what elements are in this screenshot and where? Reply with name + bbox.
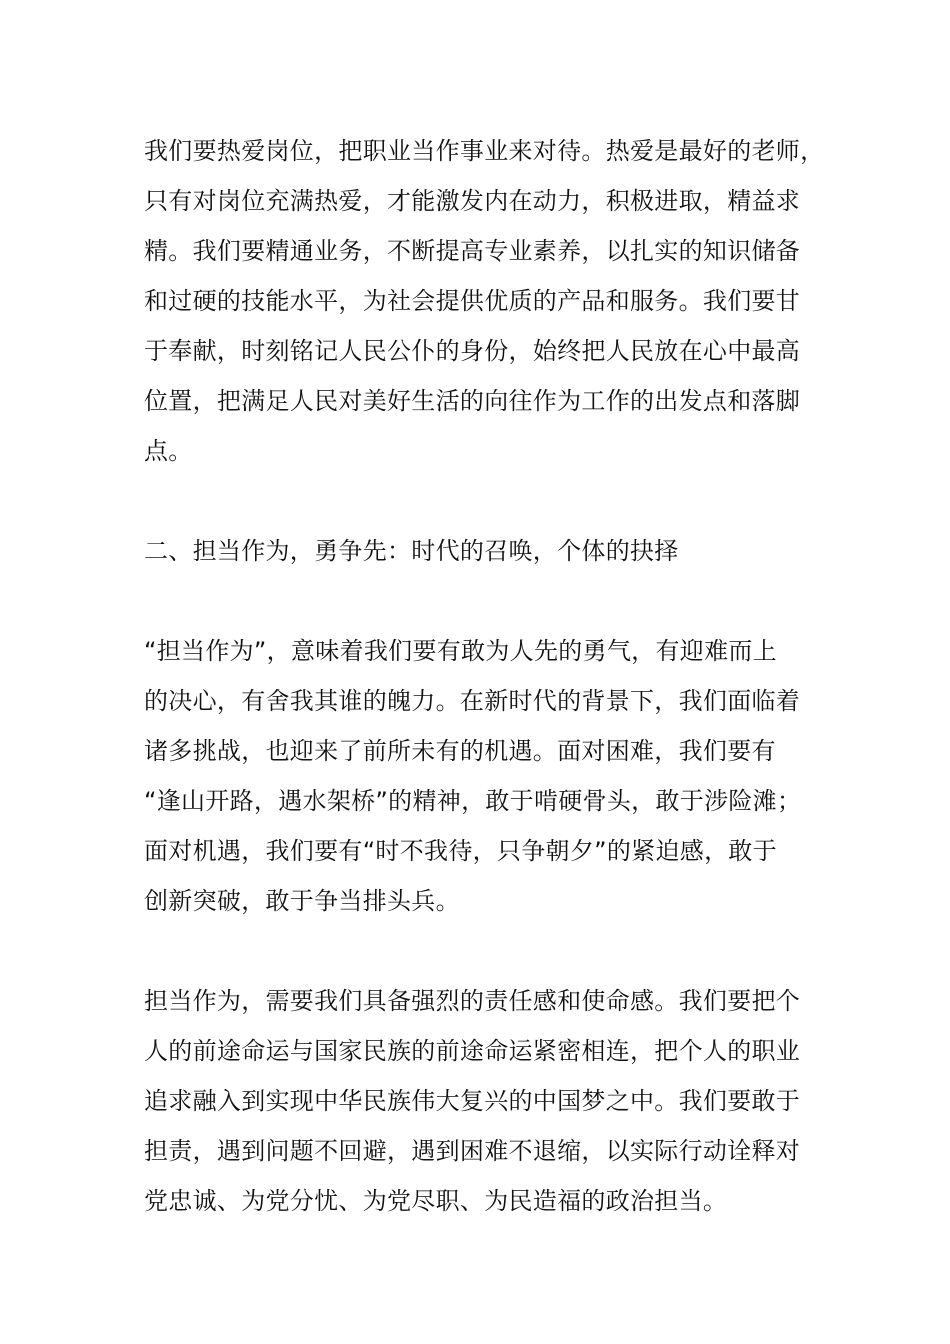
paragraph-mission [144, 976, 844, 1226]
paragraph-spacer [144, 476, 844, 526]
text-line: 面对机遇，我们要有“时不我待，只争朝夕”的紧迫感，敢于 [144, 837, 777, 865]
text-line: 只有对岗位充满热爱，才能激发内在动力，积极进取，精益求 [144, 187, 801, 215]
text-line: 创新突破，敢于争当排头兵。 [144, 887, 460, 915]
paragraph-responsibility [144, 626, 844, 926]
text-line: “担当作为”，意味着我们要有敢为人先的勇气，有迎难而上 [144, 637, 777, 665]
paragraph-spacer [144, 926, 844, 976]
text-line: 诸多挑战，也迎来了前所未有的机遇。面对困难，我们要有 [144, 737, 776, 765]
text-line: 和过硬的技能水平，为社会提供优质的产品和服务。我们要甘 [144, 287, 801, 315]
text-line: 位置，把满足人民对美好生活的向往作为工作的出发点和落脚 [144, 387, 801, 415]
text-line: 追求融入到实现中华民族伟大复兴的中国梦之中。我们要敢于 [144, 1087, 801, 1115]
text-line: 担责，遇到问题不回避，遇到困难不退缩，以实际行动诠释对 [144, 1137, 801, 1165]
paragraph-spacer [144, 576, 844, 626]
text-line: 党忠诚、为党分忧、为党尽职、为民造福的政治担当。 [144, 1187, 728, 1215]
text-line: 担当作为，需要我们具备强烈的责任感和使命感。我们要把个 [144, 987, 801, 1015]
text-line: 人的前途命运与国家民族的前途命运紧密相连，把个人的职业 [144, 1037, 801, 1065]
text-line: 点。 [144, 437, 193, 465]
text-line: 的决心，有舍我其谁的魄力。在新时代的背景下，我们面临着 [144, 687, 801, 715]
text-line: “逢山开路，遇水架桥”的精神，敢于啃硬骨头，敢于涉险滩； [144, 787, 802, 815]
text-line: 精。我们要精通业务，不断提高专业素养，以扎实的知识储备 [144, 237, 801, 265]
paragraph-love-of-post [144, 126, 844, 476]
heading-text: 二、担当作为，勇争先：时代的召唤，个体的抉择 [144, 537, 679, 565]
section-heading [144, 526, 844, 576]
text-line: 我们要热爱岗位，把职业当作事业来对待。热爱是最好的老师， [144, 137, 825, 165]
text-line: 于奉献，时刻铭记人民公仆的身份，始终把人民放在心中最高 [144, 337, 801, 365]
document-body [144, 126, 844, 1226]
